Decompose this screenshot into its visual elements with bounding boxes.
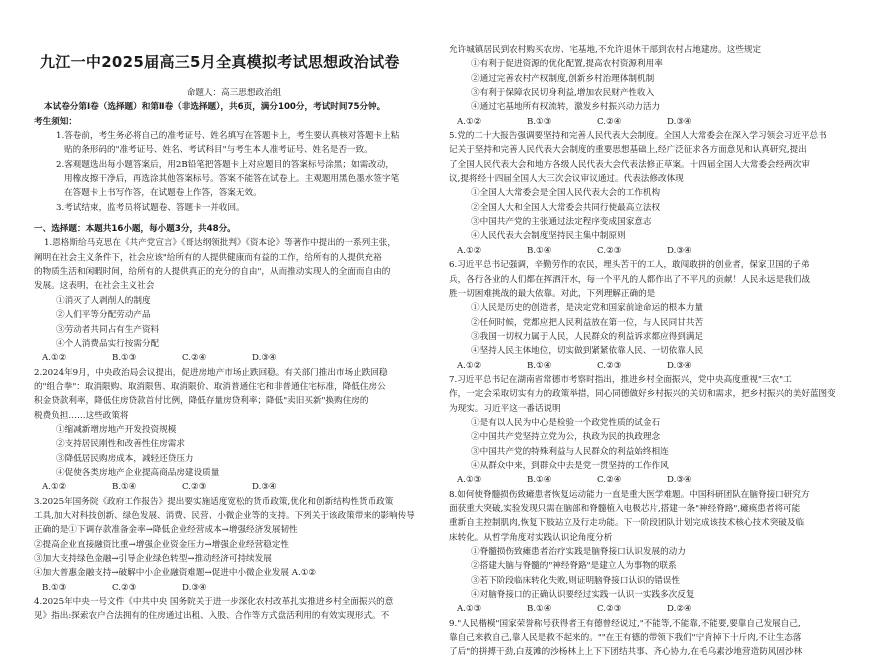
text-line: 靠自己来救自己,靠人民是救不起来的。""在王有德的带领下我们"宁肯掉下十斤肉,不让生态落 <box>449 633 802 644</box>
answer-option: C.②④ <box>182 353 207 364</box>
answer-option: A.①② <box>457 116 482 127</box>
left-column <box>34 86 434 624</box>
text-line: 3.考试结束，监考员将试题卷、答题卡一并收回。 <box>56 202 245 213</box>
text-line: 6.习近平总书记强调，辛勤劳作的农民，埋头苦干的工人，敢闯敢拼的创业者，保家卫国的子弟 <box>449 260 810 271</box>
text-line: 积金贷款利率，降低住房贷款首付比例，降低存量房贷利率；降低"卖旧买新"换购住房的 <box>34 396 369 407</box>
text-line: 作，一定会采取切实有力的政策举措，同心同德做好乡村振兴的关切和需求，把乡村振兴的美好蓝图变 <box>449 389 836 400</box>
text-line: ②搭建大脑与脊髓的"神经脊路"是建立人为事物的联系 <box>471 561 677 572</box>
answer-option: B.①③ <box>112 353 137 364</box>
text-line: ④从群众中来，到群众中去是党一贯坚持的工作作风 <box>471 460 669 471</box>
text-line: 允许城镇居民到农村购买农房、宅基地,不允许退休干部到农村占地建房。这些规定 <box>449 45 762 55</box>
text-line: 本试卷分第Ⅰ卷（选择题）和第Ⅱ卷（非选择题），共6页，满分100分，考试时间75分钟。 <box>44 102 386 113</box>
text-line: ①脊髓损伤致瘫患者治疗实践是脑脊接口认识发展的动力 <box>471 547 686 558</box>
text-line: ③有利于保障农民切身利益,增加农民财产性收入 <box>471 88 655 99</box>
text-line: 重新自主控制肌肉,恢复下肢站立及行走功能。下一阶段团队计划完成该技术核心技术突破及临 <box>449 518 805 529</box>
text-line: 9."人民楷模"国家荣誉称号获得者王有德曾经说过,"不能等,不能靠,不能要,要靠自己发展自己, <box>449 618 801 629</box>
text-line: 7.习近平总书记在湖南省常德市考察时指出，推进乡村全面振兴，党中央高度重视"三农"工 <box>449 374 792 385</box>
text-line: ④个人消费品实行按需分配 <box>56 338 160 349</box>
text-line: ②支持居民刚性和改善性住房需求 <box>56 439 185 450</box>
text-line: ③劳动者共同占有生产资料 <box>56 324 160 335</box>
text-line: 考生须知： <box>34 116 77 127</box>
text-line: 1.答卷前，考生务必将自己的准考证号、姓名填写在答题卡上，考生要认真核对答题卡上粘 <box>56 131 400 142</box>
answer-option: D.③④ <box>667 245 692 256</box>
text-line: 面获重大突破,实验发现只需在脑部和脊髓植入电极芯片,搭建一条"神经脊路",瘫痪患者将可能 <box>449 504 801 514</box>
text-line: 见》指出:探索农户合法拥有的住房通过出租、入股、合作等方式盘活利用的有效实现形式。不 <box>34 611 390 622</box>
text-line: ②通过完善农村产权制度,创新乡村治理体制机制 <box>471 73 655 84</box>
text-line: ①缩减新增房地产开发投资规模 <box>56 424 177 435</box>
text-line: 的"组合拳"：取消限购、取消限售、取消限价、取消普通住宅和非普通住宅标准，降低住房公 <box>34 381 386 392</box>
text-line: ④加大普惠金融支持→破解中小企业融资难题→促进中小微企业发展 A.①② <box>34 568 317 579</box>
text-line: 4.2025年中央一号文件《中共中央 国务院关于进一步深化农村改革扎实推进乡村全面振兴的意 <box>34 597 394 608</box>
text-line: ③加大支持绿色金融→引导企业绿色转型→推动经济可持续发展 <box>34 554 272 564</box>
exam-title: 九江一中2025届高三5月全真模拟考试思想政治试卷 <box>40 53 400 71</box>
text-line: ④促使各类房地产企业提高商品房建设质量 <box>56 467 220 478</box>
text-line: ③降低居民购房成本，减轻还贷压力 <box>56 453 194 464</box>
text-line: 8.如何使脊髓损伤致瘫患者恢复运动能力一直是重大医学难题。中国科研团队在脑脊接口研究方 <box>449 489 810 500</box>
answer-options <box>34 351 434 365</box>
text-line: ③中国共产党的主张通过法定程序变成国家意志 <box>471 217 652 228</box>
answer-option: D.③④ <box>667 475 692 486</box>
answer-option: B.①④ <box>527 604 552 615</box>
text-line: 贴的条形码的"准考证号、姓名、考试科目"与考生本人准考证号、姓名是否一致。 <box>64 145 373 156</box>
text-line: ②提高企业直接融资比重→增强企业资金压力→增强企业经营稳定性 <box>34 539 290 550</box>
answer-option: A.①② <box>457 360 482 371</box>
answer-options <box>449 359 854 373</box>
answer-option: A.①② <box>42 482 67 493</box>
text-line: 了后"的拼搏干劲,白芨滩的沙杨林上上下下团结共事、齐心协力,在毛乌素沙地营造防风固沙林 <box>449 647 803 658</box>
text-line: 为现实。习近平这一番话说明 <box>449 403 561 414</box>
answer-option: B.①④ <box>527 245 552 256</box>
text-line: 阐明在社会主义条件下，社会应该"给所有的人提供健康而有益的工作，给所有的人提供充裕 <box>34 252 382 263</box>
answer-option: D.③④ <box>252 482 277 493</box>
text-line: ①全国人大常委会是全国人民代表大会的工作机构 <box>471 188 661 199</box>
answer-option: B.①④ <box>112 482 137 493</box>
text-line: ④坚持人民主体地位，切实做到紧紧依靠人民、一切依靠人民 <box>471 346 704 357</box>
text-line: 用橡皮擦干净后，再选涂其他答案标号。答案不能答在试卷上。主观题用黑色墨水签字笔 <box>64 174 400 185</box>
right-column <box>449 43 854 660</box>
spacer <box>34 215 434 222</box>
answer-option: A.①② <box>42 353 67 364</box>
text-line: ②人们平等分配劳动产品 <box>56 310 151 321</box>
answer-option: D.②④ <box>667 604 692 615</box>
text-line: 正确的是①下调存款准备金率→降低企业经营成本→增强经济发展韧性 <box>34 525 298 536</box>
answer-option: B.①③ <box>42 582 67 593</box>
answer-option: D.③④ <box>182 582 207 593</box>
answer-option: B.①③ <box>527 116 552 127</box>
answer-option: B.①④ <box>527 360 552 371</box>
text-line: ④人民代表大会制度坚持民主集中制原则 <box>471 231 626 242</box>
text-line: 命题人：高三思想政治组 <box>186 88 282 98</box>
text-line: ④通过宅基地所有权流转，激发乡村振兴动力活力 <box>471 102 661 113</box>
text-line: ③中国共产党的特殊利益与人民群众的利益始终相连 <box>471 446 669 457</box>
answer-option: C.②③ <box>182 482 207 493</box>
text-line: ③若下阶段临床转化失败,则证明脑脊接口认识的错误性 <box>471 575 680 586</box>
answer-option: A.①③ <box>457 604 482 615</box>
text-line: 兵，各行各业的人们都在挥洒汗水，每一个平凡的人都作出了不平凡的贡献！人民永远是我们战 <box>449 274 810 285</box>
answer-option: B.①④ <box>527 475 552 486</box>
text-line: 在答题卡上书写作答，在试题卷上作答，答案无效。 <box>64 188 262 199</box>
text-line: 的物质生活和闲暇时间，给所有的人提供真正的充分的自由"，从而推动实现人的全面而自由的 <box>34 267 391 278</box>
answer-options <box>34 581 434 595</box>
answer-options <box>449 115 854 129</box>
text-line: 发展。这表明，在社会主义社会 <box>34 281 155 292</box>
text-line: 胜一切困难挑战的最大依靠。对此，下列理解正确的是 <box>449 288 656 299</box>
answer-option: C.②③ <box>112 582 137 593</box>
answer-options <box>449 244 854 258</box>
answer-option: D.③④ <box>252 353 277 364</box>
text-line: 3.2025年国务院《政府工作报告》提出要实施适度宽松的货币政策,优化和创新结构性货币政策 <box>34 496 394 507</box>
text-line: 工具,加大对科技创新、绿色发展、消费、民营、小微企业等的支持。下列关于该政策带来的影响传导 <box>34 510 415 521</box>
text-line: ①有利于促进资源的优化配置,提高农村资源利用率 <box>471 59 663 70</box>
text-line: 2.客观题选出每小题答案后，用2B铅笔把答题卡上对应题目的答案标号涂黑；如需改动， <box>56 159 394 170</box>
text-line: ④对脑脊接口的正确认识要经过实践一认识一实践多次反复 <box>471 590 695 601</box>
text-line: ①消灭了人剥削人的制度 <box>56 295 151 306</box>
text-line: 一、选择题：本题共16小题，每小题3分，共48分。 <box>34 224 236 235</box>
answer-option: C.②④ <box>597 116 622 127</box>
answer-option: D.③④ <box>667 116 692 127</box>
answer-option: A.①② <box>457 245 482 256</box>
text-line: 床转化。从哲学角度对实践认识论角度分析 <box>449 532 613 543</box>
text-line: ①是有以人民为中心是检验一个政党性质的试金石 <box>471 417 661 428</box>
answer-option: D.③④ <box>667 360 692 371</box>
text-line: 议,提将经十四届全国人大三次会议审议通过。代表法修改体现 <box>449 174 684 185</box>
text-line: 1.恩格斯给马克思在《共产党宣言》《哥达纲领批判》《资本论》等著作中提出的一系列主张， <box>44 238 396 249</box>
text-line: 了全国人民代表大会和地方各级人民代表大会代表法修正草案。十四届全国人大常委会经两次审 <box>449 159 810 170</box>
text-line: 税费负担……这些政策将 <box>34 410 129 421</box>
text-line: ②全国人大和全国人大常委会共同行使最高立法权 <box>471 202 661 213</box>
answer-option: A.①③ <box>457 475 482 486</box>
text-line: ②任何时候，党都应把人民利益放在第一位，与人民同甘共苦 <box>471 317 704 328</box>
text-line: 记关于坚持和完善人民代表大会制度的重要思想基础上,经广泛征求各方面意见和认真研究,提出 <box>449 145 807 156</box>
text-line: 5.党的二十大报告强调要坚持和完善人民代表大会制度。全国人大常委会在深入学习领会习近平总书 <box>449 131 827 142</box>
answer-option: C.②③ <box>597 604 622 615</box>
text-line: 2.2024年9月，中央政治局会议提出，促进房地产市场止跌回稳。有关部门推出市场止跌回稳 <box>34 367 388 378</box>
answer-option: C.②③ <box>597 245 622 256</box>
answer-options <box>449 473 854 487</box>
text-line: ③我国一切权力属于人民，人民群众的利益诉求都应得到满足 <box>471 331 704 342</box>
answer-options <box>34 480 434 494</box>
answer-options <box>449 602 854 616</box>
answer-option: C.②③ <box>597 360 622 371</box>
answer-option: C.②④ <box>597 475 622 486</box>
text-line: ①人民是历史的创造者，是决定党和国家前途命运的根本力量 <box>471 303 704 314</box>
text-line: ②中国共产党坚持立党为公，执政为民的执政理念 <box>471 432 661 443</box>
